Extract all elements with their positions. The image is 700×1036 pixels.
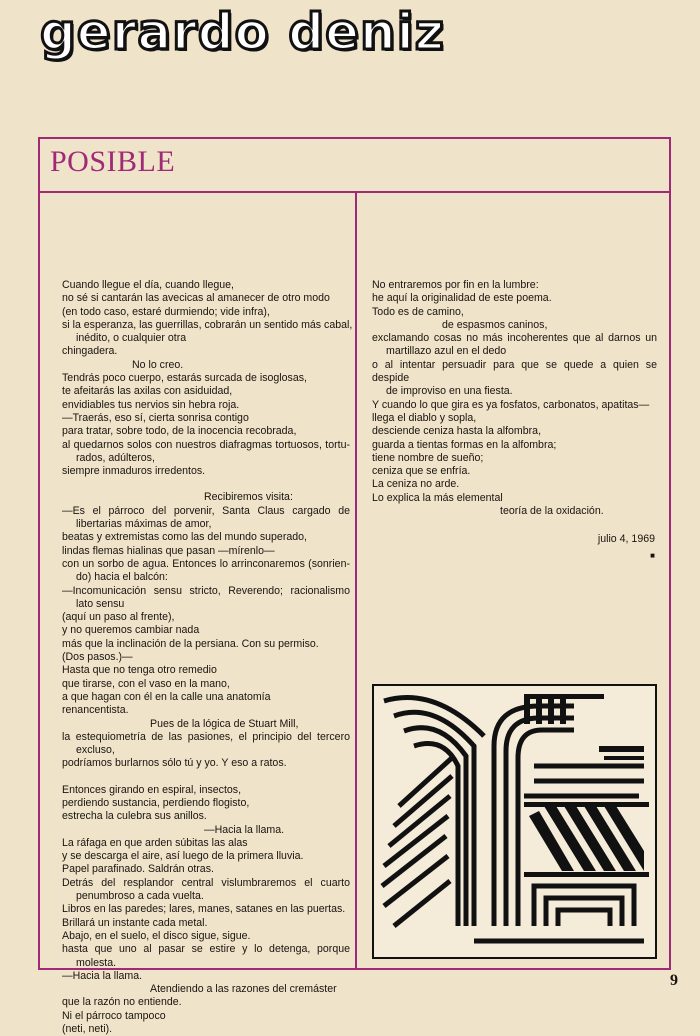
poem-line: podríamos burlarnos sólo tú y yo. Y eso a ratos. — [62, 757, 287, 770]
poem-line: (aquí un paso al frente), — [62, 611, 175, 624]
poem-line: para tratar, sobre todo, de la inocencia recobrada, — [62, 425, 297, 438]
poem-line — [62, 771, 350, 784]
poem-line: si la esperanza, las guerrillas, cobrarán un sentido más cabal, — [62, 318, 353, 331]
poem-line: Lo explica la más elemental — [372, 491, 503, 504]
poem-line: envidiables tus nervios sin hebra roja. — [62, 398, 240, 411]
poem-line: libertarias máximas de amor, — [76, 518, 212, 531]
poem-line: excluso, — [76, 744, 115, 757]
poem-line: La ceniza no arde. — [372, 478, 460, 491]
poem-line: Hasta que no tenga otro remedio — [62, 664, 217, 677]
poem-line: estrecha la culebra sus anillos. — [62, 810, 207, 823]
poem-line: Atendiendo a las razones del cremáster — [150, 983, 337, 996]
poem-line: desciende ceniza hasta la alfombra, — [372, 425, 542, 438]
poem-line: —Es el párroco del porvenir, Santa Claus cargado de — [62, 504, 350, 517]
poem-line: a que hagan con él en la calle una anatomía — [62, 690, 271, 703]
poem-line: —Hacia la llama. — [62, 969, 143, 982]
poem-line: —Incomunicación sensu stricto, Reverendo; racionalismo — [62, 584, 350, 597]
poem-line: guarda a tientas formas en la alfombra; — [372, 438, 557, 451]
poem-line: No entraremos por fin en la lumbre: — [372, 279, 539, 291]
poem-line: te afeitarás las axilas con asiduidad, — [62, 385, 233, 398]
poem-left-column — [62, 279, 353, 1036]
poem-line: Abajo, en el suelo, el disco sigue, sigue. — [62, 929, 251, 942]
poem-line: molesta. — [76, 956, 117, 969]
poem-line: Papel parafinado. Saldrán otras. — [62, 863, 214, 876]
poem-line: Cuando llegue el día, cuando llegue, — [62, 279, 234, 291]
poem-line: Y cuando lo que gira es ya fosfatos, carbonatos, apatitas— — [372, 398, 650, 411]
poem-line: Entonces girando en espiral, insectos, — [62, 783, 242, 796]
poem-line: que la razón no entiende. — [62, 996, 182, 1009]
poem-line: con un sorbo de agua. Entonces lo arrinconaremos (sonrien- — [62, 557, 350, 570]
poem-line: Libros en las paredes; lares, manes, satanes en las puertas. — [62, 903, 346, 916]
poem-line: tiene nombre de sueño; — [372, 451, 484, 464]
poem-line: Pues de la lógica de Stuart Mill, — [150, 717, 299, 730]
poem-line: penumbroso a cada vuelta. — [76, 890, 204, 903]
poem-line: al quedarnos solos con nuestros diafragmas tortuosos, tortu- — [62, 438, 350, 451]
poem-line: beatas y extremistas como las del mundo superado, — [62, 531, 307, 544]
poem-line: Tendrás poco cuerpo, estarás surcada de isoglosas, — [62, 372, 307, 385]
poem-line: (en todo caso, estaré durmiendo; vide infra), — [62, 305, 270, 318]
poem-line: renancentista. — [62, 704, 129, 717]
poem-line: ceniza que se enfría. — [372, 465, 471, 478]
poem-line: rados, adúlteros, — [76, 451, 155, 464]
poem-title: POSIBLE — [50, 145, 176, 178]
poem-line: la estequiometría de las pasiones, el principio del tercero — [62, 730, 350, 743]
poem-line: Todo es de camino, — [372, 305, 464, 318]
column-divider — [355, 191, 357, 970]
poem-line: martillazo azul en el dedo — [386, 345, 507, 358]
poem-line: —Traerás, eso sí, cierta sonrisa contigo — [62, 411, 249, 424]
poem-line: —Hacia la llama. — [204, 823, 285, 836]
end-mark: ■ — [650, 550, 655, 560]
poem-line: Ni el párroco tampoco — [62, 1009, 166, 1022]
poem-line: lato sensu — [76, 597, 125, 610]
poem-line: y no queremos cambiar nada — [62, 624, 200, 637]
poem-line: siempre inmaduros irredentos. — [62, 465, 206, 478]
poem-line: que tirarse, con el vaso en la mano, — [62, 677, 230, 690]
poem-line: exclamando cosas no más incoherentes que al darnos un — [372, 332, 657, 345]
bleed-through-text — [440, 151, 670, 189]
poem-line: llega el diablo y sopla, — [372, 411, 477, 424]
poem-line: (Dos pasos.)— — [62, 651, 133, 664]
poem-line: y se descarga el aire, así luego de la primera lluvia. — [62, 850, 304, 863]
page-number: 9 — [670, 972, 678, 989]
author-name-logo: gerardo deniz — [40, 3, 445, 61]
poem-line: inédito, o cualquier otra — [76, 332, 187, 345]
poem-line: lindas flemas hialinas que pasan —mírenlo— — [62, 544, 275, 557]
poem-line — [62, 478, 350, 491]
poem-line: La ráfaga en que arden súbitas las alas — [62, 836, 248, 849]
poem-line: Brillará un instante cada metal. — [62, 916, 208, 929]
poem-line: Detrás del resplandor central vislumbraremos el cuarto — [62, 876, 350, 889]
title-bar — [40, 139, 669, 193]
poem-line: más que la inclinación de la persiana. Con su permiso. — [62, 637, 319, 650]
poem-line: (neti, neti). — [62, 1023, 113, 1036]
poem-line: he aquí la originalidad de este poema. — [372, 292, 552, 305]
poem-line: de improviso en una fiesta. — [386, 385, 513, 398]
poem-date: julio 4, 1969 — [597, 533, 655, 546]
poem-line: Recibiremos visita: — [204, 491, 293, 504]
poem-line: do) hacia el balcón: — [76, 571, 168, 584]
poem-line: o al intentar persuadir para que se quede a quien se despide — [372, 358, 657, 385]
poem-line: no sé si cantarán las avecicas al amanecer de otro modo — [62, 292, 330, 305]
poem-line: teoría de la oxidación. — [500, 505, 604, 518]
poem-line: No lo creo. — [132, 358, 184, 371]
poem-line: perdiendo sustancia, perdiendo flogisto, — [62, 796, 250, 809]
abstract-op-art-figure-icon — [372, 684, 657, 959]
poem-line: chingadera. — [62, 345, 118, 358]
poem-line: hasta que uno al pasar se estire y lo detenga, porque — [62, 943, 350, 956]
poem-line: de espasmos caninos, — [442, 318, 548, 331]
poem-right-column — [372, 279, 657, 562]
